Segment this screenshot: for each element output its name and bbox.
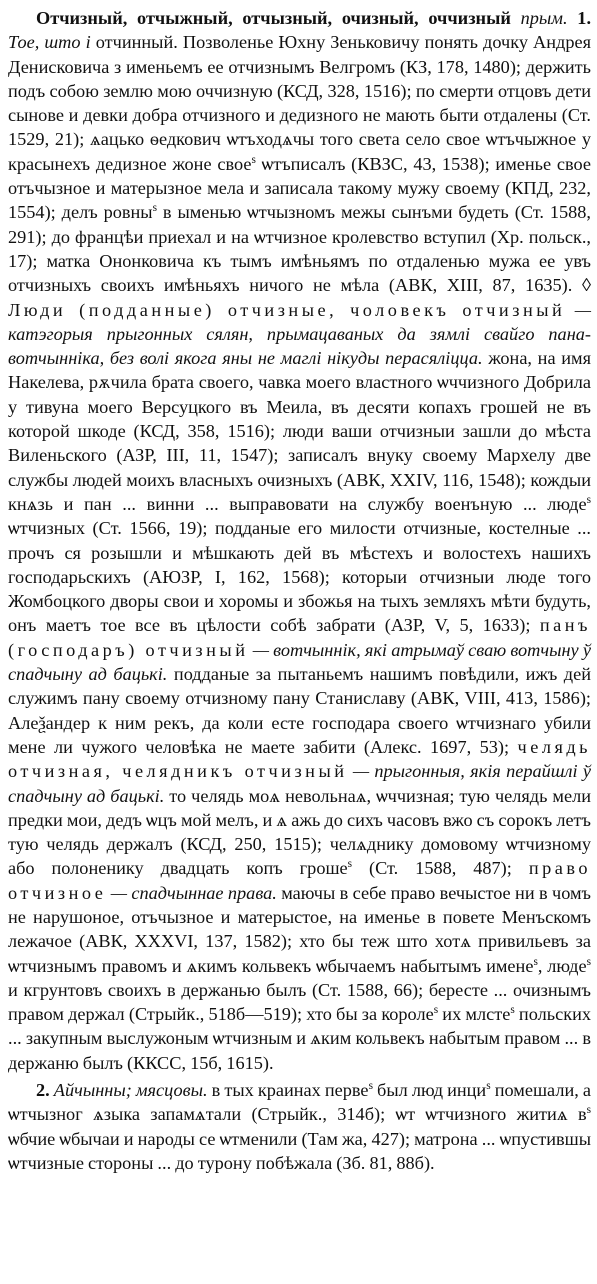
sense-1-quotes-c: подданые за пытаньемъ нашимъ повѣдили, ижъ дей служимъ пану своему отчизному пану Станиславу (АВК, VIII, 413, 1586); Алеѯандер к ним рекъ, да коли есте господара своего ѡтчизнаго убили мене ли чужого человѣка не маете забити (Алекс. 1697, 53); bbox=[8, 664, 591, 757]
phrase-people-serfs-definition: — катэгорыя прыгонных сялян, прымацаваных да зямлі свайго пана-вотчынніка, без волі якога яны не маглі нікуды перасяліцца. bbox=[8, 299, 591, 369]
phrase-marker: ◊ bbox=[581, 275, 591, 296]
phrase-servants-definition: — прыгонныя, якія перайшлі ў спадчыну ад бацькі. bbox=[8, 761, 591, 806]
sense-2-gloss: Айчынны; мясцовы. bbox=[53, 1080, 208, 1101]
headword: Отчизный, отчыжный, отчызный, очизный, оччизный bbox=[36, 8, 511, 28]
sense-2-quotes: в тых краинах перве$^s$ был люд инци$^s$ помешали, а ѡтчызног ѧзыка запамѧтали (Стрыйк., 314б); ѡт ѡтчизного житиѧ $в^s$ ѡбчие ѡбычаи и народы се ѡтменили (Там жа, 427); матрона ... ѡпустившы ѡтчизные стороны ... до турону побѣжала (Зб. 81, 88б). bbox=[8, 1079, 591, 1173]
sense-1-paragraph bbox=[8, 6, 591, 1075]
phrase-right-definition: — спадчыннае права. bbox=[110, 882, 277, 903]
sense-1-gloss-ref: отчинный. bbox=[95, 32, 178, 53]
phrase-right: право отчизное bbox=[8, 858, 591, 903]
sense-1-quotes-a: Позволенье Юхну Зеньковичу понять дочку Андрея Денисковича з именьемъ ее отчизнымъ Велгромъ (КЗ, 178, 1480); держить подъ собою землю мою оччизную (КСД, 328, 1516); по смерти отцовъ дети сынове и девки добра отчизного и дедизного не мають быти отдалены (Ст. 1529, 21); ѧацько ѳедкович ѡтъходѧчы того света село свое ѡтъчыжное у красынехъ дедизное жоне свое$^s$ ѡтъписалъ (КВЗС, 43, 1538); именье свое отъчызное и матерызное мела и записала такому мужу своему (КПД, 232, 1554); делъ ровны$^s$ в ыменью ѡтчызномъ межы сынъми будеть (Ст. 1588, 291); до францѣи приехал и на ѡтчизное кролевство вступил (Хр. польск., 17); матка Ононковича къ тымъ имѣньямъ по отдаленью мужа ее увъ отчизныхъ своихъ имѣньяхъ ничого не мѣла (АВК, XIII, 87, 1635). bbox=[8, 32, 591, 296]
sense-1-gloss: Тое, што і bbox=[8, 32, 91, 53]
sense-2-paragraph bbox=[8, 1078, 591, 1175]
phrase-servants: челядь отчизная, челядникъ отчизный bbox=[8, 736, 591, 782]
sense-1-quotes-b: жона, на имя Накелева, рѫчила брата своего, чавка моего властного ѡччизного Добрила у тивуна моего Версуцкого въ Меила, въ десяти копахъ грошей не въ которой шкоде (КСД, 358, 1516); люди ваши отчизныи зашли до мѣста Виленьского (АЗР, III, 11, 1547); записалъ внуку своему Мархелу две службы людей моихъ власныхъ очизныхъ (АВК, XXIV, 116, 1548); кождыи кнѧзь и пан ... винни ... выправовати на службу военъную ... люде$^s$ ѡтчизных (Ст. 1566, 19); подданые его милости отчизные, костелные ... прочъ ся розышли и мѣшкають дей въ мѣстехъ и волостехъ нашихъ господарьскихъ (АЮЗР, I, 162, 1568); которыи отчизныи люде того Жомбоцкого дворы свои и хоромы и збожья на тыхъ земляхъ мѣти будуть, онъ маетъ тое все въ цѣлости собѣ забрати (АЗР, V, 5, 1633); bbox=[8, 348, 591, 636]
phrase-people-serfs: Люди (подданные) отчизные, чоловекъ отчизный bbox=[8, 299, 566, 320]
sense-1-quotes-d: то челядь моѧ невольнаѧ, ѡччизная; тую челядь мели предки мои, дедъ ѡцъ мой мелъ, и ѧ ажь до сихъ часовъ вжо съ сорокъ летъ тую челядь держалъ (КСД, 250, 1515); челѧднику домовому ѡтчизному або полоненику двадцать копъ гроше$^s$ (Ст. 1588, 487); bbox=[8, 785, 591, 879]
dictionary-entry bbox=[8, 6, 591, 1175]
sense-2-number: 2. bbox=[36, 1080, 50, 1101]
sense-1-quotes-e: маючы в себе право вечыстое ни в чомъ не нарушоное, отъчызное и матерыстое, на именье в повете Менъскомъ лежачое (АВК, XXXVI, 137, 1582); хто бы теж што хотѧ привильевъ за ѡтчизнымъ правомъ и ѧкимъ кольвекъ ѡбычаемъ набытымъ имене$^s$, люде$^s$ и кгрунтовъ своихъ в держанью былъ (Ст. 1588, 66); бересте ... очизнымъ правом держал (Стрыйк., 518б—519); хто бы за короле$^s$ их млсте$^s$ польских ... закупным выслужоным ѡтчизным и ѧким кольвекъ набытым правом ... в держаню былъ (ККСС, 15б, 1615). bbox=[8, 882, 592, 1073]
phrase-lord-definition: — вотчыннік, які атрымаў сваю вотчыну ў спадчыну ад бацькі. bbox=[8, 639, 591, 685]
sense-1-number: 1. bbox=[577, 8, 592, 28]
part-of-speech: прым. bbox=[520, 8, 568, 28]
phrase-lord: панъ (господаръ) отчизный bbox=[8, 615, 591, 660]
